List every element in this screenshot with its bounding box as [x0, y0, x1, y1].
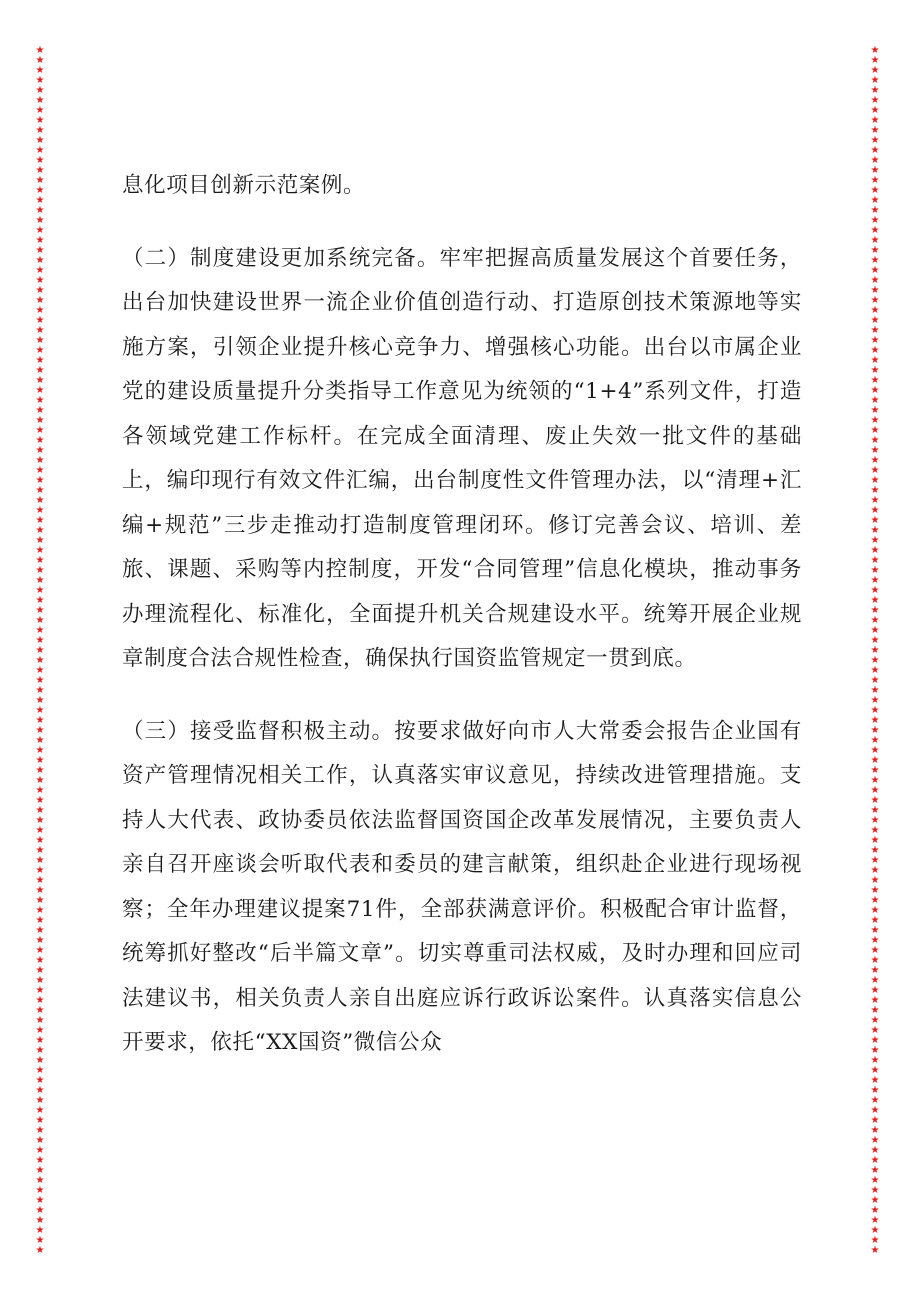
paragraph-continuation: 息化项目创新示范案例。	[122, 173, 366, 198]
left-star-border: ★ ★ ★ ★ ★ ★ ★ ★ ★ ★ ★ ★ ★ ★ ★ ★ ★ ★ ★ ★ ★ ★ ★ ★ ★ ★ ★ ★ ★ ★ ★ ★ ★ ★ ★ ★ ★ ★ ★ ★ ★ ★ ★ ★ ★ ★ ★ ★ ★ ★ ★ ★ ★ ★ ★ ★ ★ ★ ★ ★ ★ ★ ★ ★ ★ ★ ★ ★ ★ ★ ★ ★ ★ ★ ★ ★ ★ ★ ★ ★ ★ ★ ★ ★ ★ ★ ★ ★ ★ ★ ★ ★ ★ ★ ★ ★ ★ ★ ★ ★ ★ ★ ★ ★ ★ ★ ★ ★ ★ ★ ★ ★ ★ ★ ★ ★ ★ ★ ★ ★ ★	[35, 46, 45, 1256]
right-star-border: ★ ★ ★ ★ ★ ★ ★ ★ ★ ★ ★ ★ ★ ★ ★ ★ ★ ★ ★ ★ ★ ★ ★ ★ ★ ★ ★ ★ ★ ★ ★ ★ ★ ★ ★ ★ ★ ★ ★ ★ ★ ★ ★ ★ ★ ★ ★ ★ ★ ★ ★ ★ ★ ★ ★ ★ ★ ★ ★ ★ ★ ★ ★ ★ ★ ★ ★ ★ ★ ★ ★ ★ ★ ★ ★ ★ ★ ★ ★ ★ ★ ★ ★ ★ ★ ★ ★ ★ ★ ★ ★ ★ ★ ★ ★ ★ ★ ★ ★ ★ ★ ★ ★ ★ ★ ★ ★ ★ ★ ★ ★ ★ ★ ★ ★ ★ ★ ★ ★ ★ ★	[870, 46, 880, 1256]
paragraph-system-building: （二）制度建设更加系统完备。牢牢把握高质量发展这个首要任务，出台加快建设世界一流企业价值创造行动、打造原创技术策源地等实施方案，引领企业提升核心竞争力、增强核心功能。出台以市属企业党的建设质量提升分类指导工作意见为统领的“1+4”系列文件，打造各领域党建工作标杆。在完成全面清理、废止失效一批文件的基础上，编印现行有效文件汇编，出台制度性文件管理办法，以“清理+汇编+规范”三步走推动打造制度管理闭环。修订完善会议、培训、差旅、课题、采购等内控制度，开发“合同管理”信息化模块，推动事务办理流程化、标准化，全面提升机关合规建设水平。统筹开展企业规章制度合法合规性检查，确保执行国资监管规定一贯到底。	[122, 245, 802, 671]
paragraph-supervision: （三）接受监督积极主动。按要求做好向市人大常委会报告企业国有资产管理情况相关工作，认真落实审议意见，持续改进管理措施。支持人大代表、政协委员依法监督国资国企改革发展情况，主要负责人亲自召开座谈会听取代表和委员的建言献策，组织赴企业进行现场视察；全年办理建议提案71件，全部获满意评价。积极配合审计监督，统筹抓好整改“后半篇文章”。切实尊重司法权威，及时办理和回应司法建议书，相关负责人亲自出庭应诉行政诉讼案件。认真落实信息公开要求，依托“XX国资”微信公众	[122, 718, 802, 1055]
document-body	[122, 164, 802, 1066]
